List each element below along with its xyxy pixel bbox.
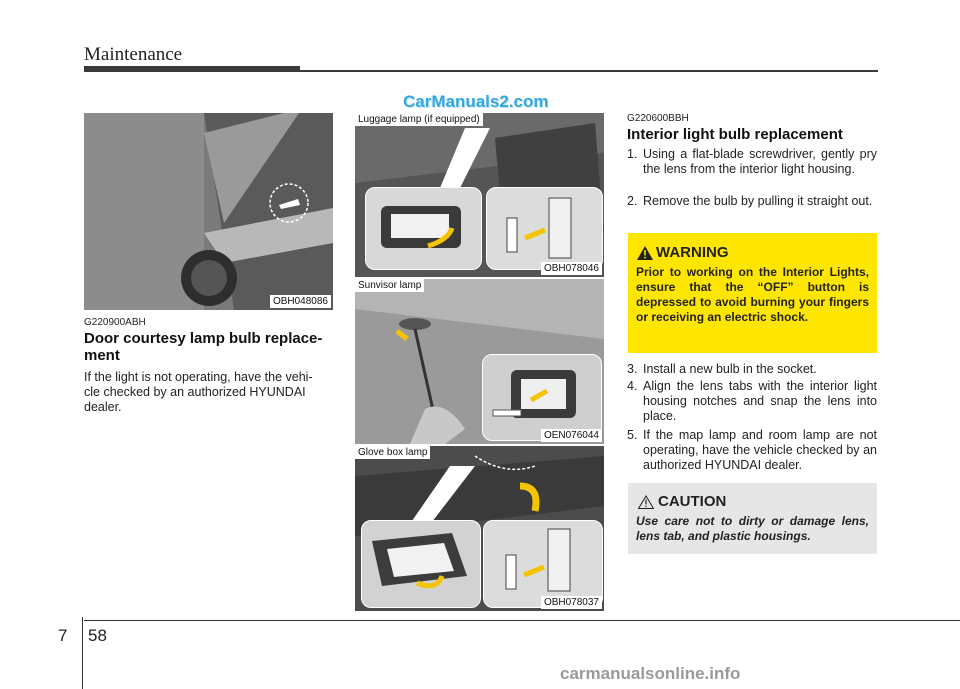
step-3-text: Install a new bulb in the socket. bbox=[643, 362, 817, 376]
door-section-code: G220900ABH bbox=[84, 317, 146, 328]
door-section-heading-line1: Door courtesy lamp bulb replace- bbox=[84, 330, 323, 347]
caution-text: Use care not to dirty or damage lens, lens tab, and plastic housings. bbox=[636, 514, 869, 543]
step-2-text: Remove the bulb by pulling it straight out. bbox=[643, 194, 873, 208]
site-watermark: carmanualsonline.info bbox=[560, 664, 741, 683]
footer-chapter-number: 7 bbox=[58, 626, 68, 645]
footer-page-number: 58 bbox=[88, 626, 107, 645]
warning-triangle-icon bbox=[637, 246, 653, 260]
footer-rule bbox=[84, 620, 960, 621]
door-section-body-line2: cle checked by an authorized HYUNDAI bbox=[84, 385, 306, 399]
glovebox-inset-lamp bbox=[361, 520, 481, 608]
sunvisor-lamp-figure bbox=[355, 279, 604, 444]
step-3-number: 3. bbox=[627, 362, 638, 376]
caution-title: CAUTION bbox=[658, 493, 727, 510]
luggage-inset-bulb bbox=[486, 187, 603, 270]
step-4-text: Align the lens tabs with the interior light housing notches and snap the lens into place. bbox=[643, 379, 877, 423]
glovebox-figure-label: Glove box lamp bbox=[355, 446, 430, 459]
step-1-number: 1. bbox=[627, 147, 638, 161]
door-section-heading-line2: ment bbox=[84, 347, 120, 364]
glovebox-inset-bulb bbox=[483, 520, 603, 608]
top-watermark: CarManuals2.com bbox=[403, 92, 549, 111]
step-5 bbox=[627, 428, 877, 473]
step-5-text: If the map lamp and room lamp are not operating, have the vehicle checked by an authorized HYUNDAI dealer. bbox=[643, 428, 877, 472]
step-1 bbox=[627, 147, 877, 177]
luggage-figure-label: Luggage lamp (if equipped) bbox=[355, 113, 483, 126]
warning-box bbox=[628, 233, 877, 353]
page-header-title: Maintenance bbox=[84, 44, 183, 65]
header-bar bbox=[84, 66, 300, 72]
step-4 bbox=[627, 379, 877, 424]
header-rule bbox=[300, 70, 878, 72]
caution-triangle-icon bbox=[638, 495, 654, 509]
step-2 bbox=[627, 194, 877, 209]
glovebox-lamp-figure bbox=[355, 446, 604, 611]
door-lamp-figure bbox=[84, 113, 333, 310]
door-figure-code: OBH048086 bbox=[270, 295, 331, 308]
footer-divider bbox=[82, 617, 83, 689]
glovebox-figure-code: OBH078037 bbox=[541, 596, 602, 609]
interior-section-code: G220600BBH bbox=[627, 113, 689, 124]
door-section-body-line1: If the light is not operating, have the vehi- bbox=[84, 370, 313, 384]
step-2-number: 2. bbox=[627, 194, 638, 208]
door-lamp-illustration bbox=[84, 113, 333, 310]
interior-section-heading: Interior light bulb replacement bbox=[627, 126, 843, 143]
luggage-inset-lamp bbox=[365, 187, 482, 270]
step-1-text: Using a flat-blade screwdriver, gently pry the lens from the interior light housing. bbox=[643, 147, 877, 176]
sunvisor-inset-bulb bbox=[482, 354, 602, 441]
warning-title: WARNING bbox=[656, 244, 729, 261]
step-4-number: 4. bbox=[627, 379, 638, 393]
sunvisor-figure-label: Sunvisor lamp bbox=[355, 279, 424, 292]
sunvisor-figure-code: OEN076044 bbox=[541, 429, 602, 442]
step-3 bbox=[627, 362, 877, 377]
door-section-body-line3: dealer. bbox=[84, 400, 122, 414]
step-5-number: 5. bbox=[627, 428, 638, 442]
warning-text: Prior to working on the Interior Lights, ensure that the “OFF” button is depressed to avoid burning your fingers or receiving an electric shock. bbox=[636, 265, 869, 324]
luggage-lamp-figure bbox=[355, 113, 604, 277]
caution-box bbox=[628, 483, 877, 554]
luggage-figure-code: OBH078046 bbox=[541, 262, 602, 275]
